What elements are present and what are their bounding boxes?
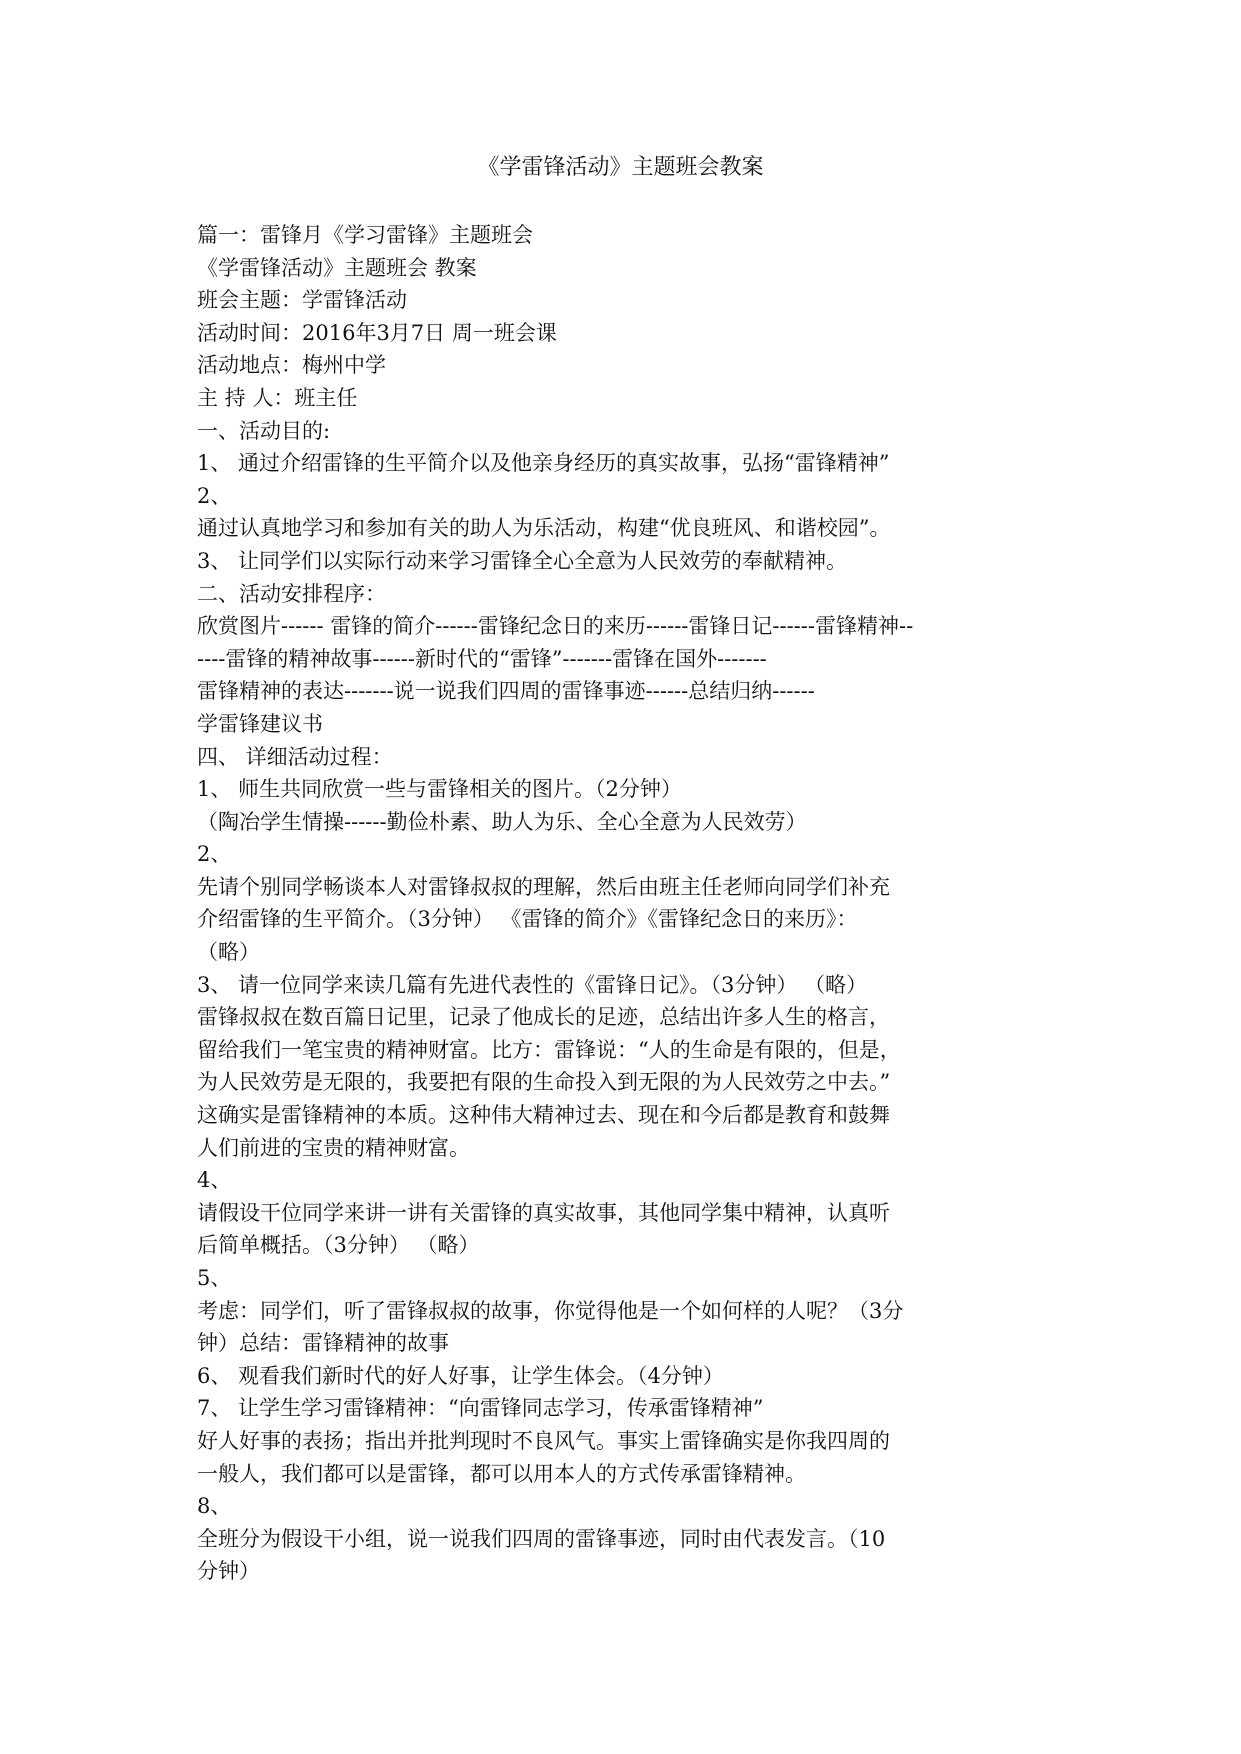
text-line: 后简单概括。（3分钟） （略） [197, 1233, 480, 1258]
text-line: （陶冶学生情操------勤俭朴素、助人为乐、全心全意为人民效劳） [197, 809, 807, 834]
text-line: 一般人，我们都可以是雷锋，都可以用本人的方式传承雷锋精神。 [197, 1461, 806, 1486]
text-line: 钟）总结：雷锋精神的故事 [197, 1331, 449, 1356]
text-line: 留给我们一笔宝贵的精神财富。比方：雷锋说：“人的生命是有限的，但是， [197, 1037, 901, 1062]
text-line: 雷锋精神的表达-------说一说我们四周的雷锋事迹------总结归纳------ [197, 679, 815, 704]
text-line: 篇一：雷锋月《学习雷锋》主题班会 [197, 223, 533, 247]
text-line: 为人民效劳是无限的，我要把有限的生命投入到无限的为人民效劳之中去。” [197, 1070, 891, 1095]
text-line: 1、 师生共同欣赏一些与雷锋相关的图片。（2分钟） [197, 777, 682, 802]
text-line: 主 持 人：班主任 [197, 385, 358, 410]
text-line: 考虑：同学们，听了雷锋叔叔的故事，你觉得他是一个如何样的人呢？（3分 [197, 1298, 904, 1323]
text-line: 一、活动目的: [197, 418, 331, 443]
text-line: ----雷锋的精神故事------新时代的“雷锋”-------雷锋在国外------- [197, 646, 767, 671]
text-line: 3、 请一位同学来读几篇有先进代表性的《雷锋日记》。（3分钟） （略） [197, 972, 868, 997]
document-body [197, 219, 1057, 1588]
text-line: 《学雷锋活动》主题班会 教案 [197, 255, 477, 280]
text-line: 3、 让同学们以实际行动来学习雷锋全心全意为人民效劳的奉献精神。 [197, 548, 848, 573]
text-line: 四、 详细活动过程： [197, 744, 393, 769]
text-line: 介绍雷锋的生平简介。（3分钟） 《雷锋的简介》《雷锋纪念日的来历》： [197, 907, 858, 932]
text-line: 2、 [197, 842, 232, 867]
text-line: 欣赏图片------ 雷锋的简介------雷锋纪念日的来历------雷锋日记------雷锋精神-- [197, 614, 914, 639]
text-line: 人们前进的宝贵的精神财富。 [197, 1135, 470, 1160]
text-line: 4、 [197, 1168, 232, 1193]
text-line: 请假设干位同学来讲一讲有关雷锋的真实故事，其他同学集中精神，认真听 [197, 1200, 890, 1225]
text-line: 这确实是雷锋精神的本质。这种伟大精神过去、现在和今后都是教育和鼓舞 [197, 1103, 890, 1128]
document-title: 《学雷锋活动》主题班会教案 [477, 155, 764, 180]
text-line: 先请个别同学畅谈本人对雷锋叔叔的理解，然后由班主任老师向同学们补充 [197, 874, 890, 899]
text-line: 活动时间：2016年3月7日 周一班会课 [197, 320, 557, 345]
text-line: 2、 [197, 483, 232, 508]
text-line: 通过认真地学习和参加有关的助人为乐活动，构建“优良班风、和谐校园”。 [197, 516, 891, 541]
text-line: 6、 观看我们新时代的好人好事，让学生体会。（4分钟） [197, 1363, 724, 1388]
text-line: 班会主题：学雷锋活动 [197, 288, 407, 313]
text-line: 好人好事的表扬；指出并批判现时不良风气。事实上雷锋确实是你我四周的 [197, 1428, 890, 1453]
text-line: 8、 [197, 1494, 232, 1519]
text-line: （略） [197, 940, 260, 965]
text-line: 分钟） [197, 1559, 260, 1584]
text-line: 全班分为假设干小组，说一说我们四周的雷锋事迹，同时由代表发言。（10 [197, 1526, 886, 1551]
text-line: 7、 让学生学习雷锋精神：“向雷锋同志学习，传承雷锋精神” [197, 1396, 764, 1421]
text-line: 5、 [197, 1266, 232, 1290]
text-line: 二、活动安排程序： [197, 581, 386, 606]
text-line: 活动地点：梅州中学 [197, 353, 386, 378]
text-line: 学雷锋建议书 [197, 711, 323, 736]
text-line: 雷锋叔叔在数百篇日记里，记录了他成长的足迹，总结出许多人生的格言， [197, 1005, 890, 1030]
text-line: 1、 通过介绍雷锋的生平简介以及他亲身经历的真实故事，弘扬“雷锋精神” [197, 451, 890, 476]
